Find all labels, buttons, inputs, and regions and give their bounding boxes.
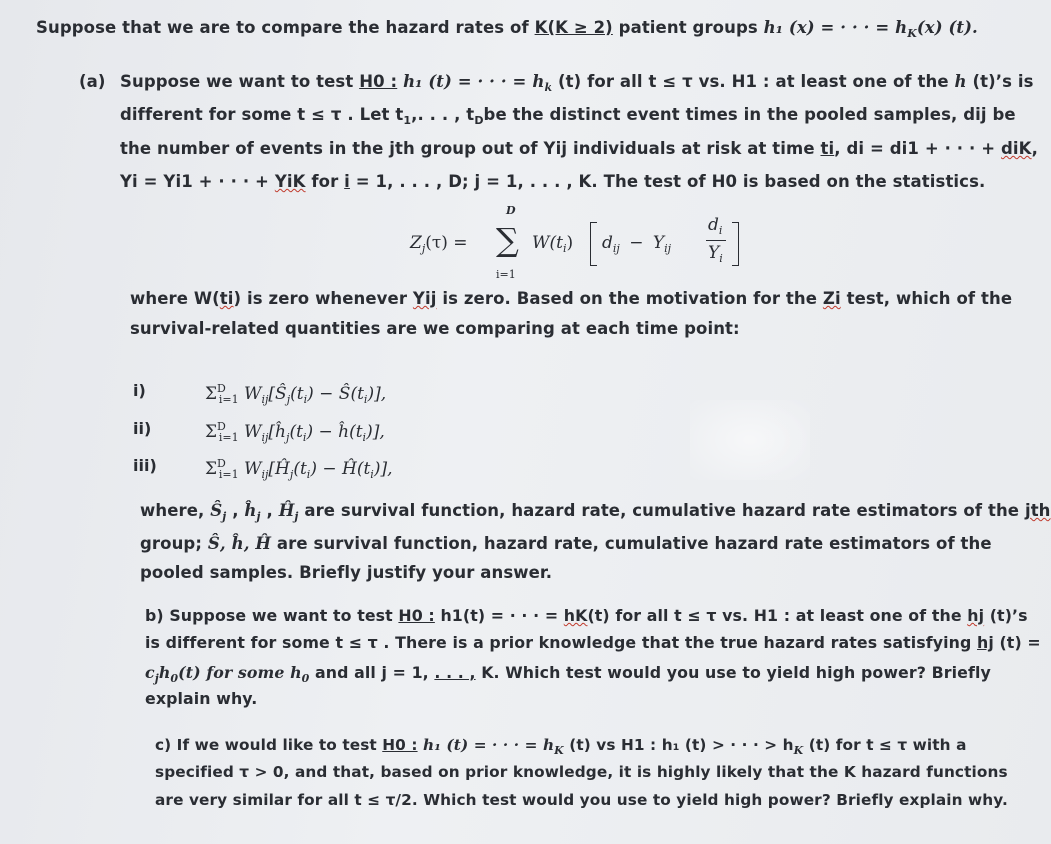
fraction-denominator: $Y_i$ [708,243,723,265]
option-label-iii: iii) [133,456,157,475]
part-a-line-2: different for some t ≤ τ . Let $t_1$,. . . , $t_Dbe$ the distinct event times in the pooled samples, dij be [120,105,1016,127]
right-bracket [732,222,739,266]
part-b-line-1: b) Suppose we want to test H0 : h1(t) = · · · = hK(t) for all t ≤ τ vs. H1 : at least one of the hj (t)’s [145,606,1028,625]
part-c-line-1: c) If we would like to test H0 : h₁ (t) = · · · = $h_K$ (t) vs H1 : h₁ (t) > · · · > $h_K$ (t) for t ≤ τ with a [155,736,967,757]
option-label-ii: ii) [133,419,152,438]
fraction-numerator: $d_i$ [708,215,723,237]
formula-lhs: $Z_j(\tau)$ = [410,233,468,255]
d-ij-term: $d_{ij} - Y_{ij}$ [602,233,672,255]
intro-line: Suppose that we are to compare the hazard rates of K(K ≥ 2) patient groups h₁ (x) = · · · = $h_K(x)$ (t). [36,18,978,40]
option-expr-i: $\Sigma^D_{i=1}$ $W_{ij}[Ŝ_j(t_i)$ − $Ŝ(t_i)$], [205,382,387,406]
part-c-line-3: are very similar for all t ≤ τ/2. Which test would you use to yield high power? Briefly explain why. [155,791,1008,809]
z-statistic-formula [410,200,750,286]
fraction-bar [706,240,726,241]
k-groups: K(K ≥ 2) [534,18,613,37]
option-label-i: i) [133,381,146,400]
sum-symbol: ∑ [496,221,519,259]
part-b-line-4: explain why. [145,689,258,708]
sum-top-limit: D [506,204,516,217]
part-a-line-1: Suppose we want to test H0 : h₁ (t) = · · · = $h_k$ (t) for all t ≤ τ vs. H1 : at least one of the h (t)’s is [120,72,1034,94]
part-a-estimators-line-3: pooled samples. Briefly justify your answer. [140,563,553,582]
part-a-estimators-line-2: group; Ŝ, ĥ, Ĥ are survival function, hazard rate, cumulative hazard rate estimators of the [140,534,992,553]
weight-term: $W(t_i)$ [532,233,574,255]
option-expr-iii: $\Sigma^D_{i=1}$ $W_{ij}[Ĥ_j(t_i)$ − $Ĥ(t_i)$], [205,457,393,481]
part-a-where-line-1: where W(ti) is zero whenever Yij is zero. Based on the motivation for the Zi test, which of the [130,289,1013,308]
left-bracket [590,222,597,266]
part-a-line-4: Yi = Yi1 + · · · + YiK for i = 1, . . . , D; j = 1, . . . , K. The test of H0 is based on the statistics. [120,172,986,191]
part-a-line-3: the number of events in the jth group out of Yij individuals at risk at time ti, di = di1 + · · · + diK, [120,139,1038,158]
part-a-where-line-2: survival-related quantities are we comparing at each time point: [130,319,740,338]
part-b-line-3: $c_jh_0(t)$ for some $h_0$ and all j = 1, . . . , K. Which test would you use to yield high power? Briefly [145,663,991,685]
part-a-estimators-line-1: where, $Ŝ_j$ , $ĥ_j$ , $Ĥ_j$ are survival function, hazard rate, cumulative hazard rate estimators of the jth [140,501,1051,523]
option-expr-ii: $\Sigma^D_{i=1}$ $W_{ij}[ĥ_j(t_i)$ − $ĥ(t_i)$], [205,420,385,444]
part-a-label: (a) [79,72,106,91]
part-c-line-2: specified τ > 0, and that, based on prior knowledge, it is highly likely that the K hazard functions [155,763,1008,781]
part-b-line-2: is different for some t ≤ τ . There is a prior knowledge that the true hazard rates satisfying hj (t) = [145,633,1041,652]
sum-bottom-limit: i=1 [496,268,516,281]
screen-glare [690,400,810,480]
